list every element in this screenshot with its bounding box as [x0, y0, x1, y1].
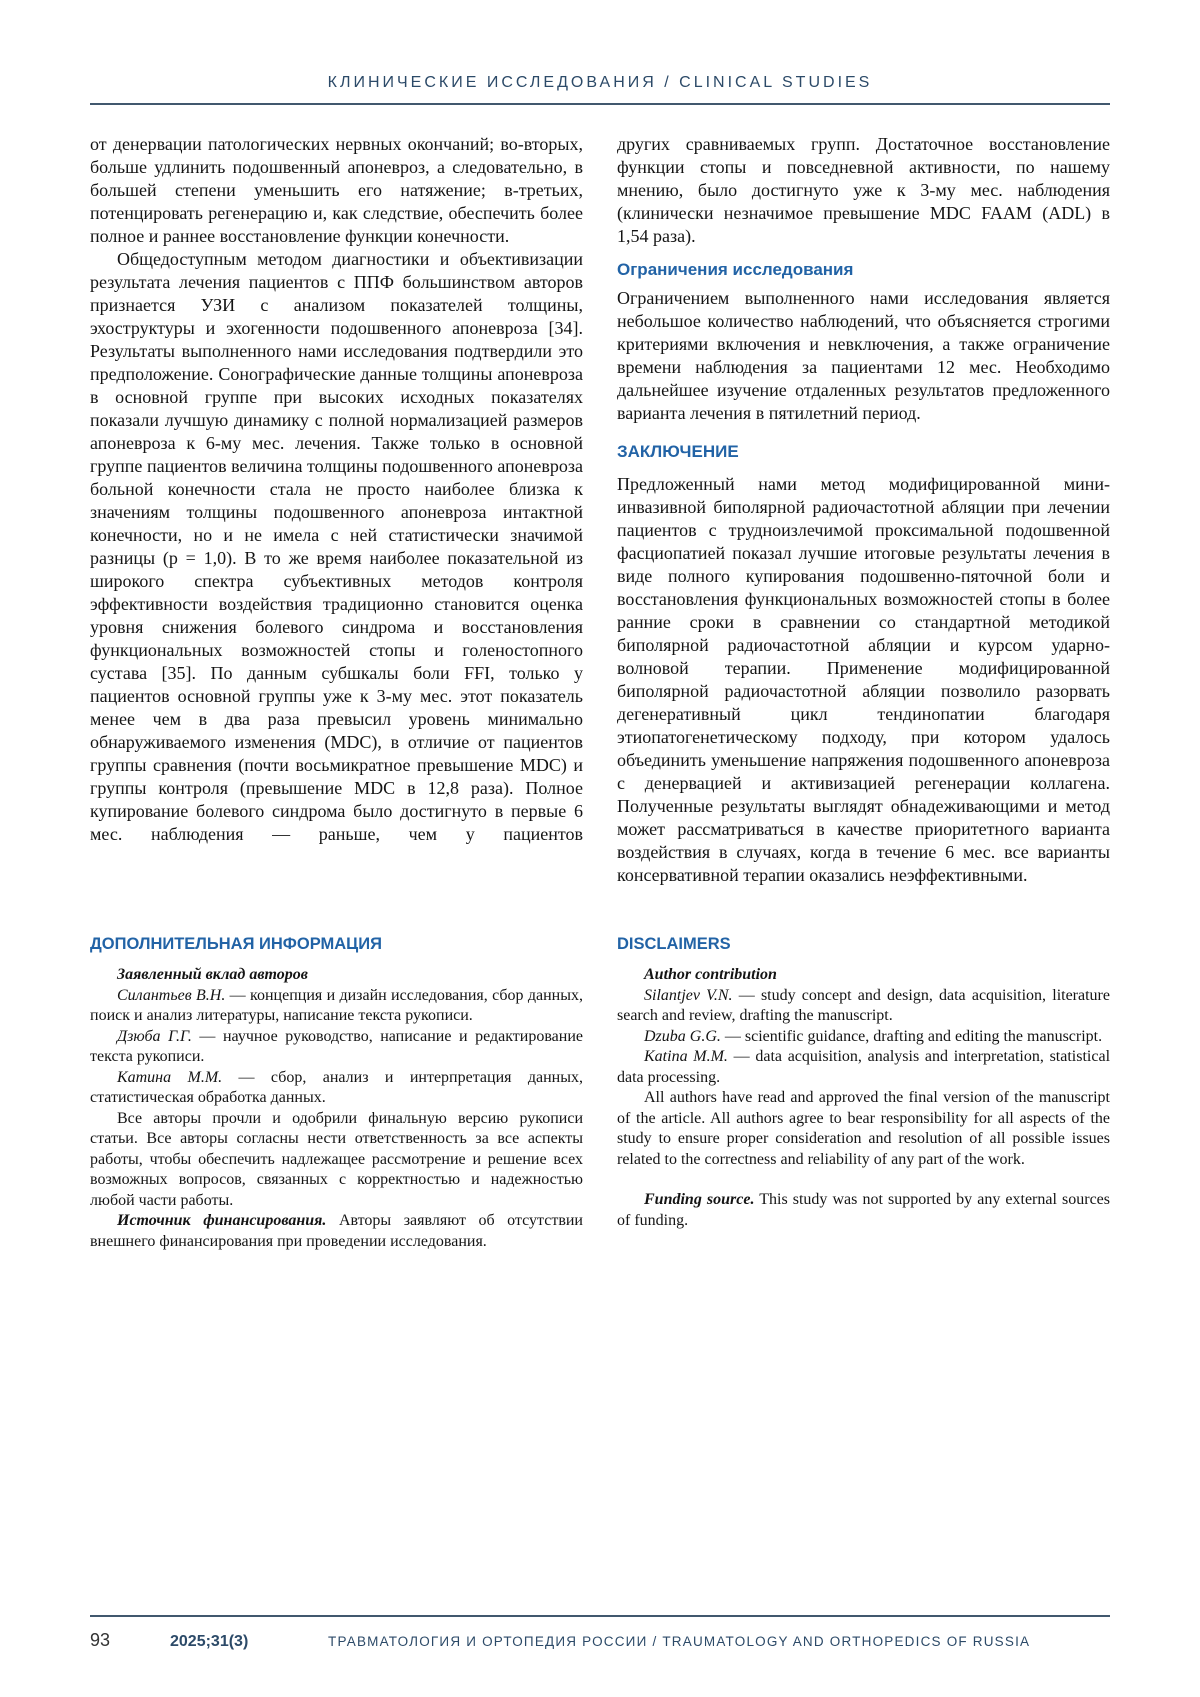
authors-agreement: Все авторы прочли и одобрили финальную версию рукописи статьи. Все авторы согласны нести ответственность за все аспекты работы, чтобы обеспечить надлежащее рассмотрение и решение всех возможных вопросов, связанных с корректностью и надежностью любой части работы. — [90, 1109, 583, 1209]
body-paragraph: Ограничением выполненного нами исследования является небольшое количество наблюдений, что объясняется строгими критериями включения и невключения, а также ограничение времени наблюдения за пациентами 12 мес. Необходимо дальнейшее изучение отдаленных результатов предложенного варианта лечения в пятилетний период. — [617, 288, 1110, 423]
body-paragraph: от денервации патологических нервных окончаний; во-вторых, больше удлинить подошвенный апоневроз, а следовательно, в большей степени уменьшить его натяжение; в-третьих, потенцировать регенерацию и, как следствие, обеспечить более полное и раннее восстановление функции конечности. — [90, 134, 583, 246]
funding-paragraph — [90, 1211, 583, 1252]
footer — [90, 1615, 1110, 1651]
right-column — [617, 133, 1110, 887]
author-name: Katina M.M. — [644, 1048, 728, 1065]
header-rule — [90, 103, 1110, 105]
contribution-text: — научное руководство, написание и редактирование текста рукописи. — [90, 1027, 584, 1065]
author-name: Silantjev V.N. — [644, 986, 733, 1004]
limitations-heading: Ограничения исследования — [617, 260, 854, 279]
contribution-subheading: Заявленный вклад авторов — [117, 966, 308, 983]
back-matter — [90, 933, 1110, 1252]
body-paragraph: Общедоступным методом диагностики и объективизации результата лечения пациентов с ППФ большинством авторов признается УЗИ с анализом показателей толщины, эхоструктуры и эхогенности подошвенного апоневроза [34]. Результаты выполненного нами исследования подтвердили это предположение. Сонографические данные толщины апоневроза в основной группе при высоких исходных показателях показали лучшую динамику с полной нормализацией размеров апоневроза к 6-му мес. лечения. Также только в основной группе пациентов величина толщины подошвенного апоневроза больной конечности стала не просто наиболее близка к значениям толщины подошвенного апоневроза интактной конечности, но и не имела с ней статистически значимой разницы (p = 1,0). В то же время наиболее показательной из широкого спектра субъективных методов контроля эффективности воздействия традиционно становится оценка уровня снижения болевого синдрома и восстановления функциональных возможностей стопы и голеностопного сустава [35]. По данным субшкалы боли FFI, только у пациентов основной группы уже к 3-му мес. этот показатель менее чем в два раза превысил уровень минимально обнаруживаемого изменения (MDC), в отличие от пациентов группы сравнения (почти восьмикратное превышение MDC) и группы контроля (превышение MDC в 12,8 раза). Полное купирование болевого синдрома было достигнуто в первые 6 мес. наблюдения — раньше, чем у пациентов — [90, 249, 583, 844]
contribution-item — [90, 986, 583, 1027]
contribution-item — [617, 1027, 1110, 1048]
conclusion-heading: ЗАКЛЮЧЕНИЕ — [617, 442, 739, 461]
funding-paragraph — [617, 1190, 1110, 1231]
contribution-text: — сбор, анализ и интерпретация данных, статистическая обработка данных. — [90, 1068, 583, 1106]
contribution-item — [90, 1068, 583, 1109]
author-name: Силантьев В.Н. — [117, 986, 226, 1004]
body-paragraph: других сравниваемых групп. Достаточное восстановление функции стопы и повседневной активности, по нашему мнению, было достигнуто уже к 3-му мес. наблюдения (клинически незначимое превышение MDC FAAM (ADL) в 1,54 раза). — [617, 134, 1110, 246]
contribution-item — [90, 1027, 583, 1068]
disclaimers-heading: DISCLAIMERS — [617, 935, 731, 953]
left-column — [90, 133, 583, 887]
funding-label: Источник финансирования. — [117, 1212, 327, 1229]
contribution-text: — study concept and design, data acquisition, literature search and review, drafting the manuscript. — [617, 986, 1110, 1024]
journal-title: ТРАВМАТОЛОГИЯ И ОРТОПЕДИЯ РОССИИ / TRAUMATOLOGY AND ORTHOPEDICS OF RUSSIA — [328, 1634, 1031, 1649]
contribution-text: — data acquisition, analysis and interpretation, statistical data processing. — [617, 1048, 1111, 1086]
contribution-subheading: Author contribution — [644, 966, 777, 983]
page-number: 93 — [90, 1630, 111, 1650]
disclaimers-section — [617, 933, 1110, 1252]
contribution-item — [617, 1047, 1110, 1088]
authors-agreement: All authors have read and approved the final version of the manuscript of the article. All authors agree to bear responsibility for all aspects of the study to ensure proper consideration and resolution of all possible issues related to the correctness and reliability of any part of the work. — [617, 1089, 1110, 1168]
contribution-text: — scientific guidance, drafting and editing the manuscript. — [720, 1027, 1103, 1045]
funding-label: Funding source. — [644, 1191, 755, 1208]
contribution-item — [617, 986, 1110, 1027]
additional-info-section — [90, 933, 583, 1252]
article-body — [90, 133, 1110, 887]
author-name: Dzuba G.G. — [644, 1027, 721, 1045]
additional-info-heading: ДОПОЛНИТЕЛЬНАЯ ИНФОРМАЦИЯ — [90, 935, 382, 953]
funding-text: Авторы заявляют об отсутствии внешнего финансирования при проведении исследования. — [90, 1212, 583, 1250]
body-paragraph: Предложенный нами метод модифицированной мини-инвазивной биполярной радиочастотной абляции при лечении пациентов с трудноизлечимой проксимальной подошвенной фасциопатией показал лучшие итоговые результаты лечения в виде полного купирования подошвенно-пяточной боли и восстановления функциональных возможностей стопы в более ранние сроки в сравнении со стандартной методикой биполярной радиочастотной абляции и курсом ударно-волновой терапии. Применение модифицированной биполярной радиочастотной абляции позволило разорвать дегенеративный цикл тендинопатии благодаря этиопатогенетическому подходу, при котором удалось объединить уменьшение напряжения подошвенного апоневроза с денервацией и активизацией регенерации коллагена. Полученные результаты выглядят обнадеживающими и метод может рассматриваться в качестве приоритетного варианта воздействия в случаях, когда в течение 6 мес. все варианты консервативной терапии оказались неэффективными. — [617, 474, 1110, 885]
issue-info: 2025;31(3) — [170, 1633, 249, 1650]
author-name: Катина М.М. — [117, 1068, 223, 1086]
author-name: Дзюба Г.Г. — [117, 1027, 192, 1045]
running-head: КЛИНИЧЕСКИЕ ИССЛЕДОВАНИЯ / CLINICAL STUDIES — [327, 74, 873, 91]
contribution-text: — концепция и дизайн исследования, сбор данных, поиск и анализ литературы, написание текста рукописи. — [90, 986, 583, 1024]
funding-text: This study was not supported by any external sources of funding. — [617, 1191, 1110, 1229]
